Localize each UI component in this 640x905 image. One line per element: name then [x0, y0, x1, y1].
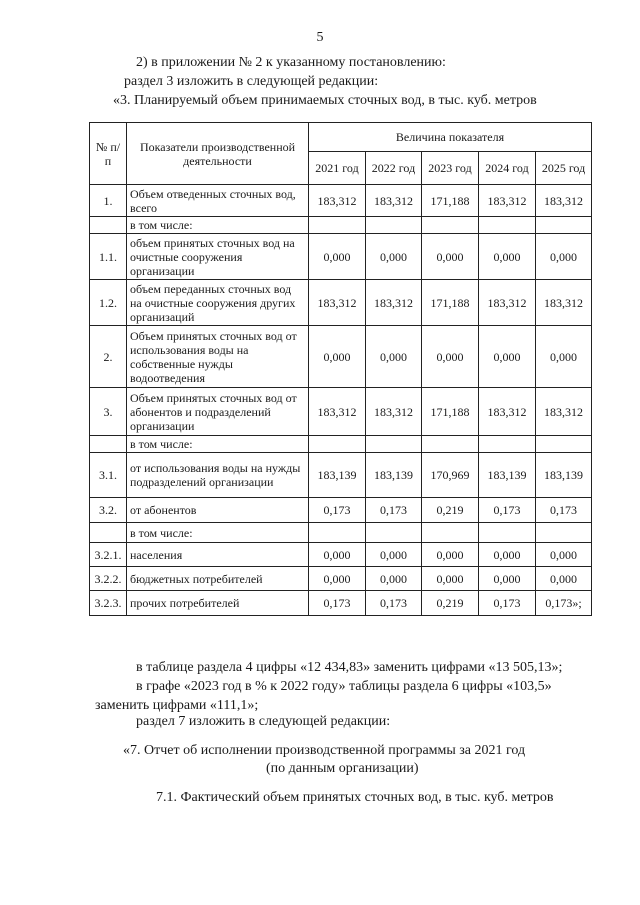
value-cell: 0,173: [309, 498, 366, 523]
value-cell: 0,173: [366, 591, 422, 616]
section-7-title: «7. Отчет об исполнении производственной программы за 2021 год: [123, 743, 526, 758]
value-cell: 183,312: [366, 185, 422, 217]
value-cell: 0,173: [309, 591, 366, 616]
value-cell: [479, 217, 536, 234]
value-cell: [366, 523, 422, 543]
value-cell: 0,000: [422, 234, 479, 280]
table-row: [90, 217, 592, 234]
value-cell: 171,188: [422, 280, 479, 326]
row-label: Объем принятых сточных вод от использования воды на собственные нужды водоотведения: [127, 326, 309, 388]
value-cell: 183,312: [479, 388, 536, 436]
after-line-2: в графе «2023 год в % к 2022 году» таблицы раздела 6 цифры «103,5»: [136, 679, 552, 694]
row-label: Объем принятых сточных вод от абонентов и подразделений организации: [127, 388, 309, 436]
value-cell: [479, 523, 536, 543]
value-cell: 0,000: [479, 326, 536, 388]
value-cell: [422, 217, 479, 234]
row-number: 3.2.3.: [90, 591, 127, 616]
row-number: 1.2.: [90, 280, 127, 326]
value-cell: 0,000: [366, 543, 422, 567]
header-year: 2024 год: [479, 152, 536, 185]
after-line-1: в таблице раздела 4 цифры «12 434,83» заменить цифрами «13 505,13»;: [136, 660, 563, 675]
value-cell: [366, 217, 422, 234]
header-year: 2025 год: [536, 152, 592, 185]
header-year: 2021 год: [309, 152, 366, 185]
value-cell: 0,219: [422, 591, 479, 616]
row-label: населения: [127, 543, 309, 567]
value-cell: 183,139: [479, 453, 536, 498]
header-year: 2022 год: [366, 152, 422, 185]
value-cell: 0,219: [422, 498, 479, 523]
value-cell: [309, 436, 366, 453]
value-cell: 0,000: [309, 567, 366, 591]
page-number: 5: [316, 30, 324, 45]
table-row: [90, 326, 592, 388]
row-label: Объем отведенных сточных вод, всего: [127, 185, 309, 217]
row-number: [90, 523, 127, 543]
value-cell: 171,188: [422, 388, 479, 436]
table-row: [90, 388, 592, 436]
value-cell: 0,000: [309, 543, 366, 567]
table-row: [90, 436, 592, 453]
value-cell: 0,000: [422, 543, 479, 567]
header-year: 2023 год: [422, 152, 479, 185]
value-cell: 0,000: [366, 567, 422, 591]
section-3-title: «3. Планируемый объем принимаемых сточных вод, в тыс. куб. метров: [113, 93, 537, 108]
row-label: в том числе:: [127, 523, 309, 543]
value-cell: 0,000: [536, 234, 592, 280]
table-row: [90, 453, 592, 498]
value-cell: 183,312: [366, 280, 422, 326]
row-number: 1.: [90, 185, 127, 217]
row-number: 3.2.1.: [90, 543, 127, 567]
planned-volume-table: [89, 122, 592, 616]
subsection-7-1-title: 7.1. Фактический объем принятых сточных вод, в тыс. куб. метров: [156, 790, 554, 805]
value-cell: 183,312: [479, 185, 536, 217]
value-cell: 0,173»;: [536, 591, 592, 616]
value-cell: 183,312: [536, 185, 592, 217]
row-label: от абонентов: [127, 498, 309, 523]
intro-line-2: раздел 3 изложить в следующей редакции:: [124, 74, 379, 89]
table-row: [90, 567, 592, 591]
table-row: [90, 523, 592, 543]
value-cell: [536, 523, 592, 543]
row-number: 3.: [90, 388, 127, 436]
value-cell: 0,173: [479, 498, 536, 523]
value-cell: 0,000: [536, 567, 592, 591]
intro-line-1: 2) в приложении № 2 к указанному постановлению:: [136, 55, 446, 70]
value-cell: 0,000: [479, 543, 536, 567]
section-7-subtitle: (по данным организации): [266, 761, 419, 776]
value-cell: [479, 436, 536, 453]
table-row: [90, 498, 592, 523]
value-cell: 0,000: [479, 234, 536, 280]
value-cell: 183,312: [536, 280, 592, 326]
table-row: [90, 185, 592, 217]
value-cell: 0,000: [366, 234, 422, 280]
value-cell: 0,000: [536, 543, 592, 567]
row-number: 3.2.2.: [90, 567, 127, 591]
value-cell: [536, 436, 592, 453]
row-label: от использования воды на нужды подразделений организации: [127, 453, 309, 498]
row-number: 3.2.: [90, 498, 127, 523]
value-cell: 183,139: [366, 453, 422, 498]
row-number: 2.: [90, 326, 127, 388]
value-cell: [366, 436, 422, 453]
table-row: [90, 591, 592, 616]
value-cell: 0,000: [479, 567, 536, 591]
value-cell: 183,312: [309, 388, 366, 436]
header-indicator: Показатели производственной деятельности: [127, 123, 309, 185]
table-row: [90, 543, 592, 567]
value-cell: 0,000: [422, 567, 479, 591]
row-number: 3.1.: [90, 453, 127, 498]
value-cell: 0,000: [309, 234, 366, 280]
after-line-4: раздел 7 изложить в следующей редакции:: [136, 714, 391, 729]
value-cell: [309, 217, 366, 234]
value-cell: 183,139: [309, 453, 366, 498]
value-cell: 183,312: [366, 388, 422, 436]
value-cell: 183,312: [309, 185, 366, 217]
value-cell: 0,173: [366, 498, 422, 523]
row-label: объем переданных сточных вод на очистные сооружения других организаций: [127, 280, 309, 326]
row-number: [90, 217, 127, 234]
after-line-3: заменить цифрами «111,1»;: [95, 698, 259, 713]
value-cell: 0,173: [536, 498, 592, 523]
table-row: [90, 280, 592, 326]
value-cell: 0,000: [309, 326, 366, 388]
row-label: прочих потребителей: [127, 591, 309, 616]
value-cell: 183,312: [309, 280, 366, 326]
row-label: в том числе:: [127, 217, 309, 234]
value-cell: [536, 217, 592, 234]
value-cell: 183,312: [479, 280, 536, 326]
value-cell: [422, 436, 479, 453]
header-num: № п/п: [90, 123, 127, 185]
row-number: [90, 436, 127, 453]
value-cell: [309, 523, 366, 543]
value-cell: 183,139: [536, 453, 592, 498]
value-cell: 171,188: [422, 185, 479, 217]
row-label: объем принятых сточных вод на очистные сооружения организации: [127, 234, 309, 280]
value-cell: 0,000: [422, 326, 479, 388]
value-cell: 183,312: [536, 388, 592, 436]
value-cell: [422, 523, 479, 543]
value-cell: 0,173: [479, 591, 536, 616]
row-label: в том числе:: [127, 436, 309, 453]
value-cell: 0,000: [536, 326, 592, 388]
value-cell: 0,000: [366, 326, 422, 388]
table-row: [90, 234, 592, 280]
row-label: бюджетных потребителей: [127, 567, 309, 591]
row-number: 1.1.: [90, 234, 127, 280]
value-cell: 170,969: [422, 453, 479, 498]
header-value: Величина показателя: [309, 123, 592, 152]
